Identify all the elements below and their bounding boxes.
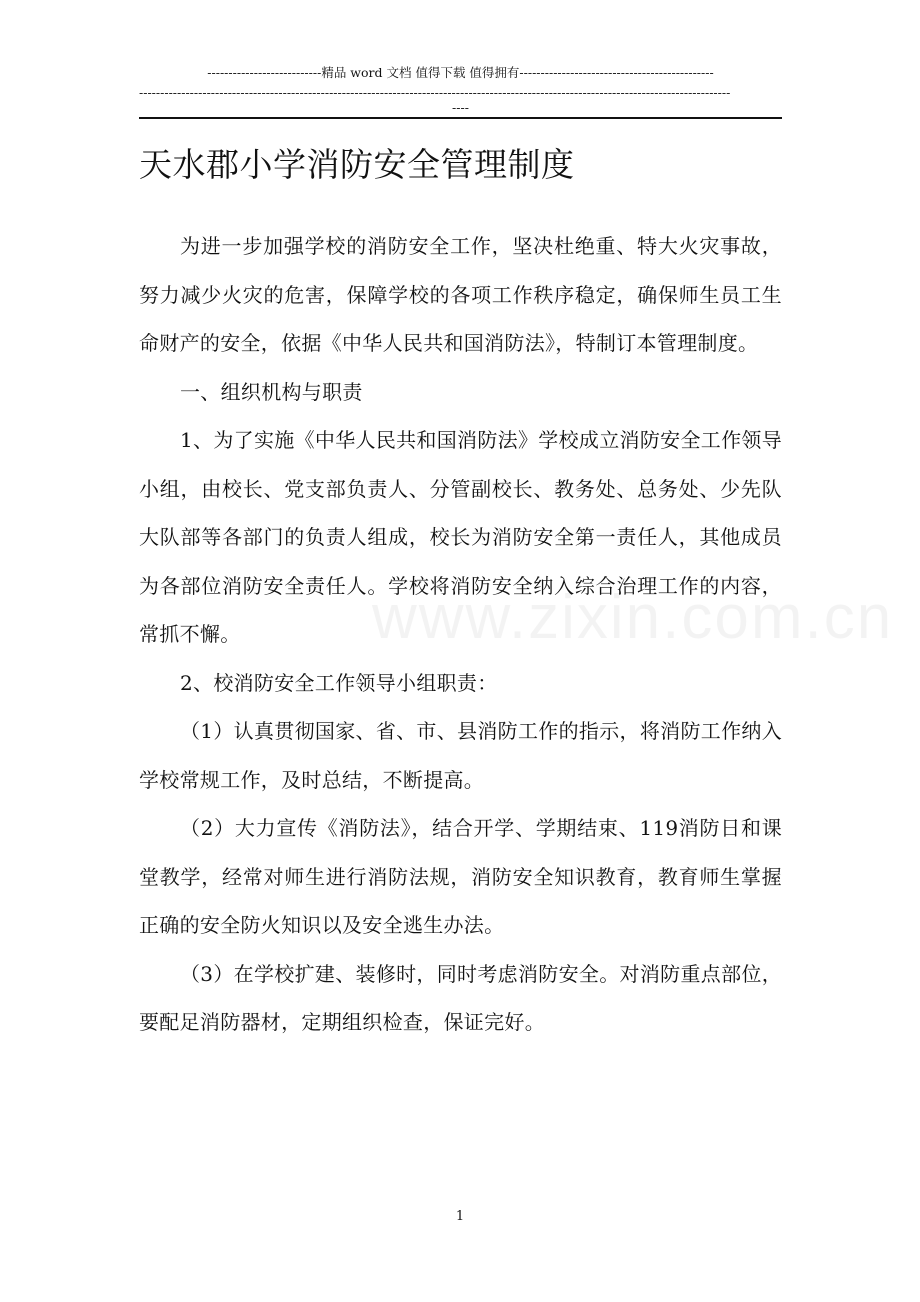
watermark <box>372 582 893 653</box>
paragraph-intro: 为进一步加强学校的消防安全工作，坚决杜绝重、特大火灾事故，努力减少火灾的危害，保障学校的各项工作秩序稳定，确保师生员工生命财产的安全，依据《中华人民共和国消防法》，特制订本管理制度。 <box>139 234 782 355</box>
paragraph-subitem-1: （1）认真贯彻国家、省、市、县消防工作的指示，将消防工作纳入学校常规工作，及时总结，不断提高。 <box>139 719 782 792</box>
paragraph-subitem-3: （3）在学校扩建、装修时，同时考虑消防安全。对消防重点部位，要配足消防器材，定期组织检查，保证完好。 <box>139 961 782 1034</box>
section-heading-organization: 一、组织机构与职责 <box>180 379 363 404</box>
header-dash-tail: ---- <box>452 100 469 115</box>
page-number: 1 <box>455 1209 465 1224</box>
header-banner: ---------------------------精品 word 文档 值得下载 值得拥有---------------------------------------------- <box>207 65 714 80</box>
paragraph-item-2: 2、校消防安全工作领导小组职责： <box>180 670 498 695</box>
paragraph-subitem-2: （2）大力宣传《消防法》，结合开学、学期结束、119消防日和课堂教学，经常对师生进行消防法规，消防安全知识教育，教育师生掌握正确的安全防火知识以及安全逃生办法。 <box>139 816 782 937</box>
header-rule <box>139 117 782 119</box>
document-title: 天水郡小学消防安全管理制度 <box>139 145 575 184</box>
header-dash-line: -------------------------------------------------------------------------------------------------------------------------------------------- <box>139 85 731 100</box>
paragraph-item-1: 1、为了实施《中华人民共和国消防法》学校成立消防安全工作领导小组，由校长、党支部负责人、分管副校长、教务处、总务处、少先队大队部等各部门的负责人组成，校长为消防安全第一责任人，其他成员为各部位消防安全责任人。学校将消防安全纳入综合治理工作的内容，常抓不懈。 <box>139 428 782 646</box>
